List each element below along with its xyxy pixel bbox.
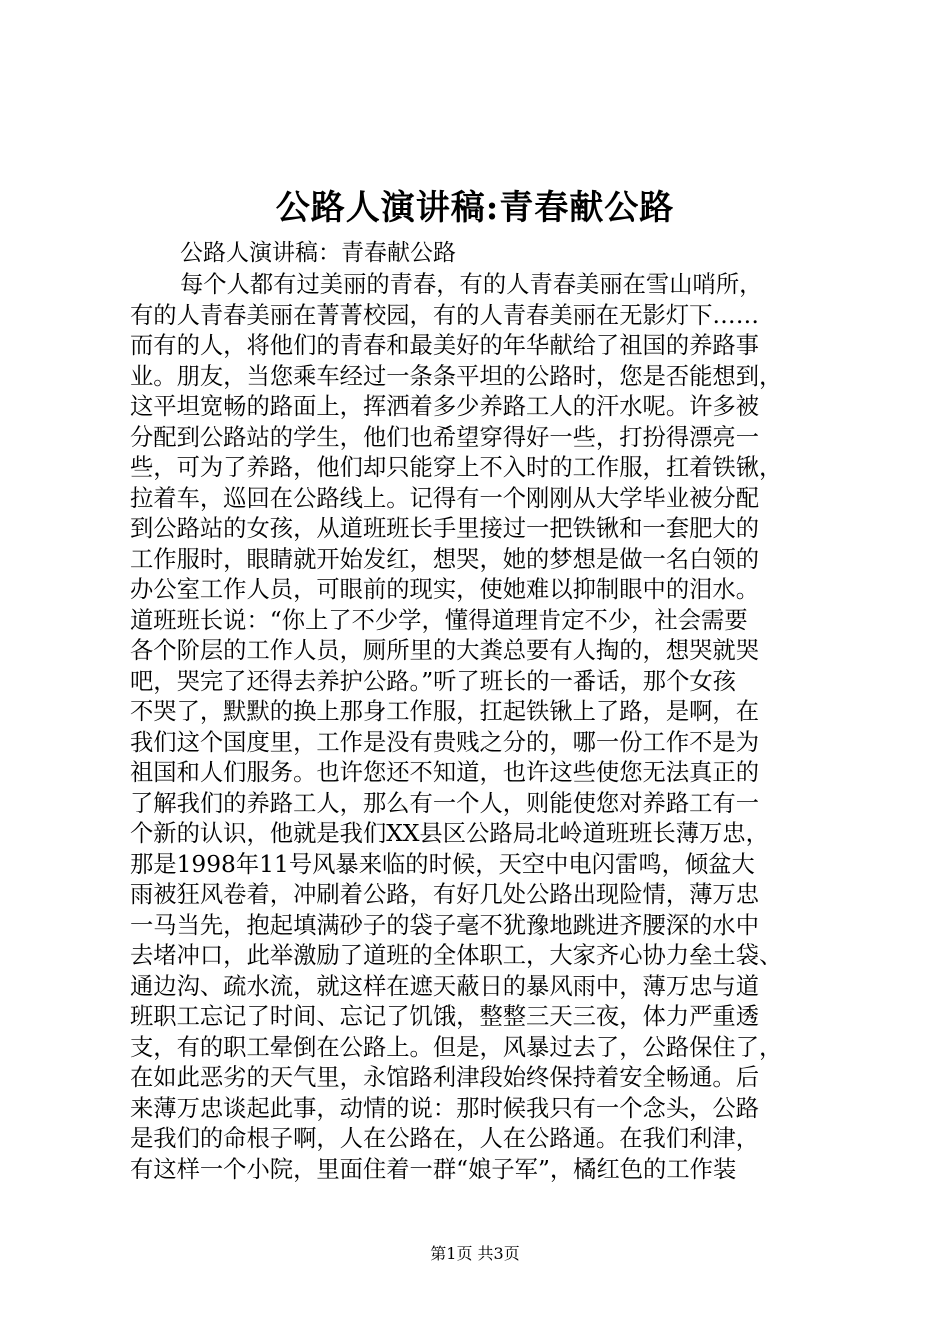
body-line: 业。朋友，当您乘车经过一条条平坦的公路时，您是否能想到， — [130, 362, 783, 390]
body-line: 有这样一个小院，里面住着一群“娘子军”，橘红色的工作装 — [130, 1155, 737, 1183]
body-line: 支，有的职工晕倒在公路上。但是，风暴过去了，公路保住了， — [130, 1033, 783, 1061]
body-line: 这平坦宽畅的路面上，挥洒着多少养路工人的汗水呢。许多被 — [130, 393, 760, 420]
body-line: 是我们的命根子啊，人在公路在，人在公路通。在我们利津， — [130, 1125, 760, 1152]
body-line: 拉着车，巡回在公路线上。记得有一个刚刚从大学毕业被分配 — [130, 484, 760, 512]
body-line: 了解我们的养路工人，那么有一个人，则能使您对养路工有一 — [130, 789, 760, 817]
body-line: 办公室工作人员，可眼前的现实，使她难以抑制眼中的泪水。 — [130, 576, 760, 603]
body-line: 到公路站的女孩，从道班班长手里接过一把铁锹和一套肥大的 — [130, 515, 760, 542]
body-line: 雨被狂风卷着，冲刷着公路，有好几处公路出现险情，薄万忠 — [130, 881, 760, 908]
body-line: 个新的认识，他就是我们XX县区公路局北岭道班班长薄万忠， — [130, 820, 769, 847]
body-line: 去堵冲口，此举激励了道班的全体职工，大家齐心协力垒土袋、 — [130, 942, 783, 969]
document-title: 公路人演讲稿:青春献公路 — [275, 188, 675, 228]
body-line: 那是1998年11号风暴来临的时候，天空中电闪雷鸣，倾盆大 — [130, 850, 755, 878]
body-line: 一马当先，抱起填满砂子的袋子毫不犹豫地跳进齐腰深的水中 — [130, 911, 760, 939]
body-line: 不哭了，默默的换上那身工作服，扛起铁锹上了路，是啊，在 — [130, 698, 760, 725]
body-line: 祖国和人们服务。也许您还不知道，也许这些使您无法真正的 — [130, 759, 760, 786]
body-line: 而有的人，将他们的青春和最美好的年华献给了祖国的养路事 — [130, 332, 760, 359]
body-line: 有的人青春美丽在菁菁校园，有的人青春美丽在无影灯下…… — [130, 301, 760, 329]
body-line: 工作服时，眼睛就开始发红，想哭，她的梦想是做一名白领的 — [130, 545, 760, 573]
body-line: 班职工忘记了时间、忘记了饥饿，整整三天三夜，体力严重透 — [130, 1003, 760, 1030]
body-line: 来薄万忠谈起此事，动情的说：那时候我只有一个念头，公路 — [130, 1094, 760, 1122]
body-line: 每个人都有过美丽的青春，有的人青春美丽在雪山哨所， — [180, 271, 763, 298]
body-line: 我们这个国度里，工作是没有贵贱之分的，哪一份工作不是为 — [130, 728, 760, 756]
body-line: 通边沟、疏水流，就这样在遮天蔽日的暴风雨中，薄万忠与道 — [130, 972, 760, 1000]
body-line: 在如此恶劣的天气里，永馆路利津段始终保持着安全畅通。后 — [130, 1064, 760, 1091]
document-subtitle: 公路人演讲稿：青春献公路 — [180, 240, 456, 266]
body-line: 吧，哭完了还得去养护公路。”听了班长的一番话，那个女孩 — [130, 667, 736, 695]
document-body — [130, 270, 835, 1185]
page-number-footer: 第1页 共3页 — [430, 1244, 520, 1263]
body-line: 分配到公路站的学生，他们也希望穿得好一些，打扮得漂亮一 — [130, 423, 760, 451]
body-line: 道班班长说：“你上了不少学，懂得道理肯定不少，社会需要 — [130, 606, 748, 634]
body-line: 各个阶层的工作人员，厕所里的大粪总要有人掏的，想哭就哭 — [130, 637, 760, 664]
body-line: 些，可为了养路，他们却只能穿上不入时的工作服，扛着铁锹， — [130, 454, 783, 481]
